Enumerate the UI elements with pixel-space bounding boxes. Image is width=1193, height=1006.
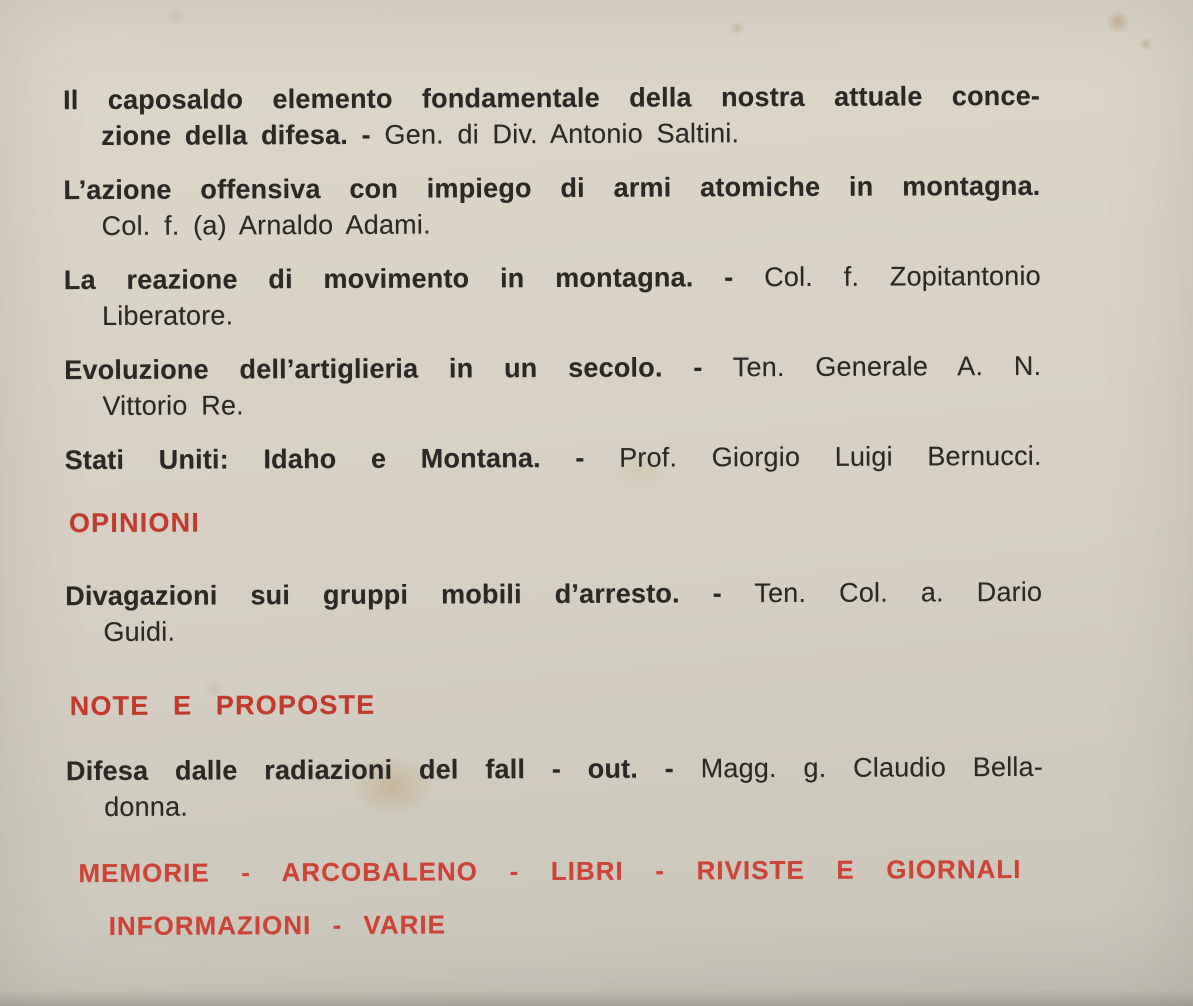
- toc-entry-line: [63, 114, 1040, 154]
- toc-entry: [64, 348, 1041, 424]
- article-title: Difesa dalle radiazioni del fall - out. -: [65, 753, 675, 787]
- article-title: Il caposaldo elemento fondamentale della nostra attuale conce-: [63, 80, 1041, 116]
- article-title: La reazione di movimento in montagna. -: [63, 262, 734, 296]
- toc-entry: [65, 438, 1042, 478]
- section-header-note-e-proposte: NOTE E PROPOSTE: [69, 689, 376, 722]
- toc-entry-line: [64, 294, 1041, 334]
- toc-entry-line: [64, 258, 1041, 298]
- article-author: Ten. Generale A. N.: [732, 350, 1042, 383]
- footer-sections-line: MEMORIE - ARCOBALENO - LIBRI - RIVISTE E GIORNALI: [78, 853, 1022, 889]
- toc-entry-line: [66, 749, 1043, 789]
- toc-entry-line: [63, 78, 1040, 118]
- article-title: zione della difesa. -: [101, 119, 371, 151]
- article-author: Liberatore.: [101, 300, 234, 331]
- section-header-opinioni: OPINIONI: [68, 507, 201, 539]
- toc-entry-line: [65, 438, 1042, 478]
- article-title: L’azione offensiva con impiego di armi atomiche in montagna.: [63, 170, 1041, 206]
- toc-entry: [64, 258, 1041, 334]
- toc-entry: [66, 749, 1043, 825]
- article-author: Prof. Giorgio Luigi Bernucci.: [619, 440, 1042, 473]
- toc-entry-line: [63, 168, 1040, 208]
- table-of-contents: [63, 78, 1044, 944]
- toc-entry: [65, 574, 1042, 650]
- toc-entry-line: [65, 574, 1042, 614]
- footer-sections-line-2: INFORMAZIONI - VARIE: [108, 909, 447, 941]
- toc-entry-line: [66, 785, 1043, 825]
- toc-entry-line: [64, 204, 1041, 244]
- article-title: Divagazioni sui gruppi mobili d’arresto. -: [65, 578, 722, 612]
- article-author: Vittorio Re.: [102, 390, 244, 421]
- article-author: Magg. g. Claudio Bella-: [700, 751, 1044, 784]
- article-author: Guidi.: [103, 616, 176, 647]
- article-author: Col. f. (a) Arnaldo Adami.: [101, 209, 431, 241]
- toc-entry-line: [64, 348, 1041, 388]
- article-author: Ten. Col. a. Dario: [754, 576, 1043, 609]
- toc-entry-line: [65, 610, 1042, 650]
- article-title: Evoluzione dell’artiglieria in un secolo. -: [64, 352, 703, 386]
- toc-entry: [63, 168, 1040, 244]
- toc-entry: [63, 78, 1040, 154]
- article-author: Col. f. Zopitantonio: [764, 260, 1041, 293]
- toc-entry-line: [64, 384, 1041, 424]
- article-author: Gen. di Div. Antonio Saltini.: [384, 118, 740, 150]
- article-title: Stati Uniti: Idaho e Montana. -: [64, 442, 585, 476]
- article-author: donna.: [104, 791, 189, 822]
